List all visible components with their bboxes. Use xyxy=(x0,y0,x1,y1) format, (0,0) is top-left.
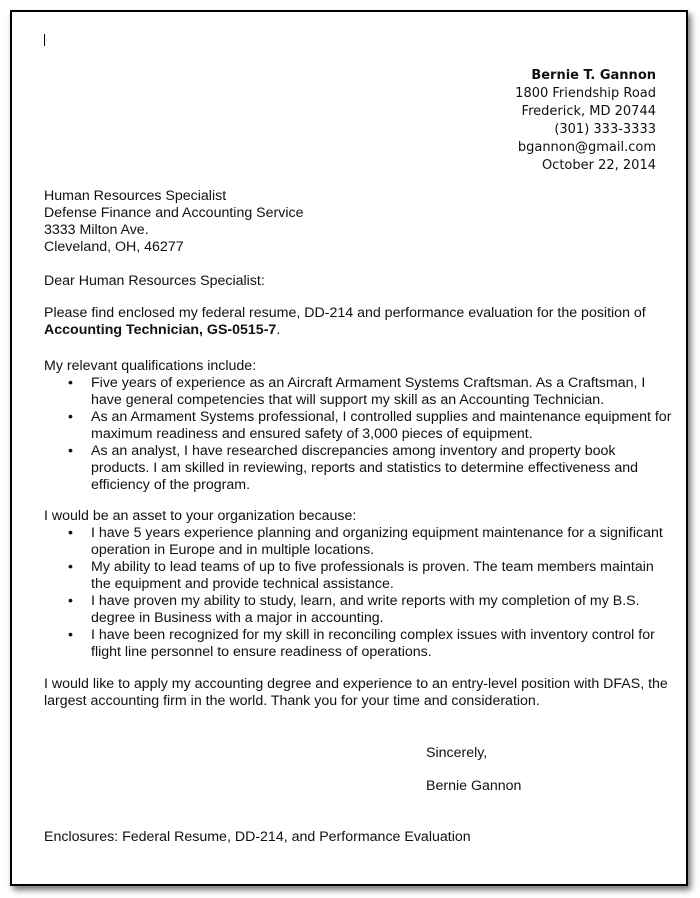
closing-paragraph: I would like to apply my accounting degree and experience to an entry-level position with DFAS, the largest accounting firm in the world. Thank you for your time and consideration. xyxy=(44,676,668,709)
bullet-icon: • xyxy=(68,525,73,541)
list-item xyxy=(44,525,674,559)
letter-page xyxy=(10,10,688,886)
sender-name: Bernie T. Gannon xyxy=(531,68,656,83)
sender-address: 1800 Friendship Road xyxy=(515,86,656,101)
list-item-text: I have been recognized for my skill in reconciling complex issues with inventory control for flight line personnel to ensure readiness of operations. xyxy=(91,627,655,660)
sender-block xyxy=(515,67,656,175)
intro-end: . xyxy=(276,322,281,338)
list-item-text: Five years of experience as an Aircraft Armament Systems Craftsman. As a Craftsman, I have general competencies that will support my skill as an Accounting Technician. xyxy=(91,375,646,408)
qualifications-list xyxy=(44,375,674,494)
list-item-text: I have proven my ability to study, learn, and write reports with my completion of my B.S. degree in Business with a major in accounting. xyxy=(91,593,640,626)
signature-name: Bernie Gannon xyxy=(426,778,522,794)
list-item xyxy=(44,409,674,443)
asset-section xyxy=(44,508,674,661)
list-item xyxy=(44,559,674,593)
letter-date: October 22, 2014 xyxy=(541,158,656,173)
qualifications-heading: My relevant qualifications include: xyxy=(44,358,257,374)
list-item-text: My ability to lead teams of up to five professionals is proven. The team members maintain the equipment and provide technical assistance. xyxy=(91,559,654,592)
list-item-text: As an analyst, I have researched discrepancies among inventory and property book products. I am skilled in reviewing, reports and statistics to determine effectiveness and efficiency of the program. xyxy=(91,443,639,493)
list-item xyxy=(44,443,674,494)
sender-phone: (301) 333-3333 xyxy=(554,122,656,137)
bullet-icon: • xyxy=(68,409,73,425)
signoff: Sincerely, xyxy=(426,745,488,761)
bullet-icon: • xyxy=(68,443,73,459)
bullet-icon: • xyxy=(68,559,73,575)
asset-list xyxy=(44,525,674,661)
list-item xyxy=(44,627,674,661)
list-item xyxy=(44,375,674,409)
salutation: Dear Human Resources Specialist: xyxy=(44,273,265,289)
recipient-block xyxy=(44,188,674,256)
bullet-icon: • xyxy=(68,593,73,609)
sender-email: bgannon@gmail.com xyxy=(517,140,656,155)
recipient-title: Human Resources Specialist xyxy=(44,188,227,204)
qualifications-section xyxy=(44,358,674,494)
text-cursor xyxy=(44,34,45,46)
bullet-icon: • xyxy=(68,627,73,643)
asset-heading: I would be an asset to your organization because: xyxy=(44,508,357,524)
recipient-org: Defense Finance and Accounting Service xyxy=(44,205,304,221)
list-item-text: As an Armament Systems professional, I controlled supplies and maintenance equipment for maximum readiness and ensured safety of 3,000 pieces of equipment. xyxy=(91,409,672,442)
enclosures-line: Enclosures: Federal Resume, DD-214, and Performance Evaluation xyxy=(44,829,471,845)
bullet-icon: • xyxy=(68,375,73,391)
intro-text: Please find enclosed my federal resume, DD-214 and performance evaluation for the position of xyxy=(44,305,646,321)
list-item xyxy=(44,593,674,627)
recipient-city: Cleveland, OH, 46277 xyxy=(44,239,184,255)
position-title: Accounting Technician, GS-0515-7 xyxy=(44,322,277,338)
intro-paragraph xyxy=(44,305,674,339)
recipient-street: 3333 Milton Ave. xyxy=(44,222,149,238)
list-item-text: I have 5 years experience planning and organizing equipment maintenance for a significant operation in Europe and in multiple locations. xyxy=(91,525,663,558)
sender-city: Frederick, MD 20744 xyxy=(521,104,656,119)
